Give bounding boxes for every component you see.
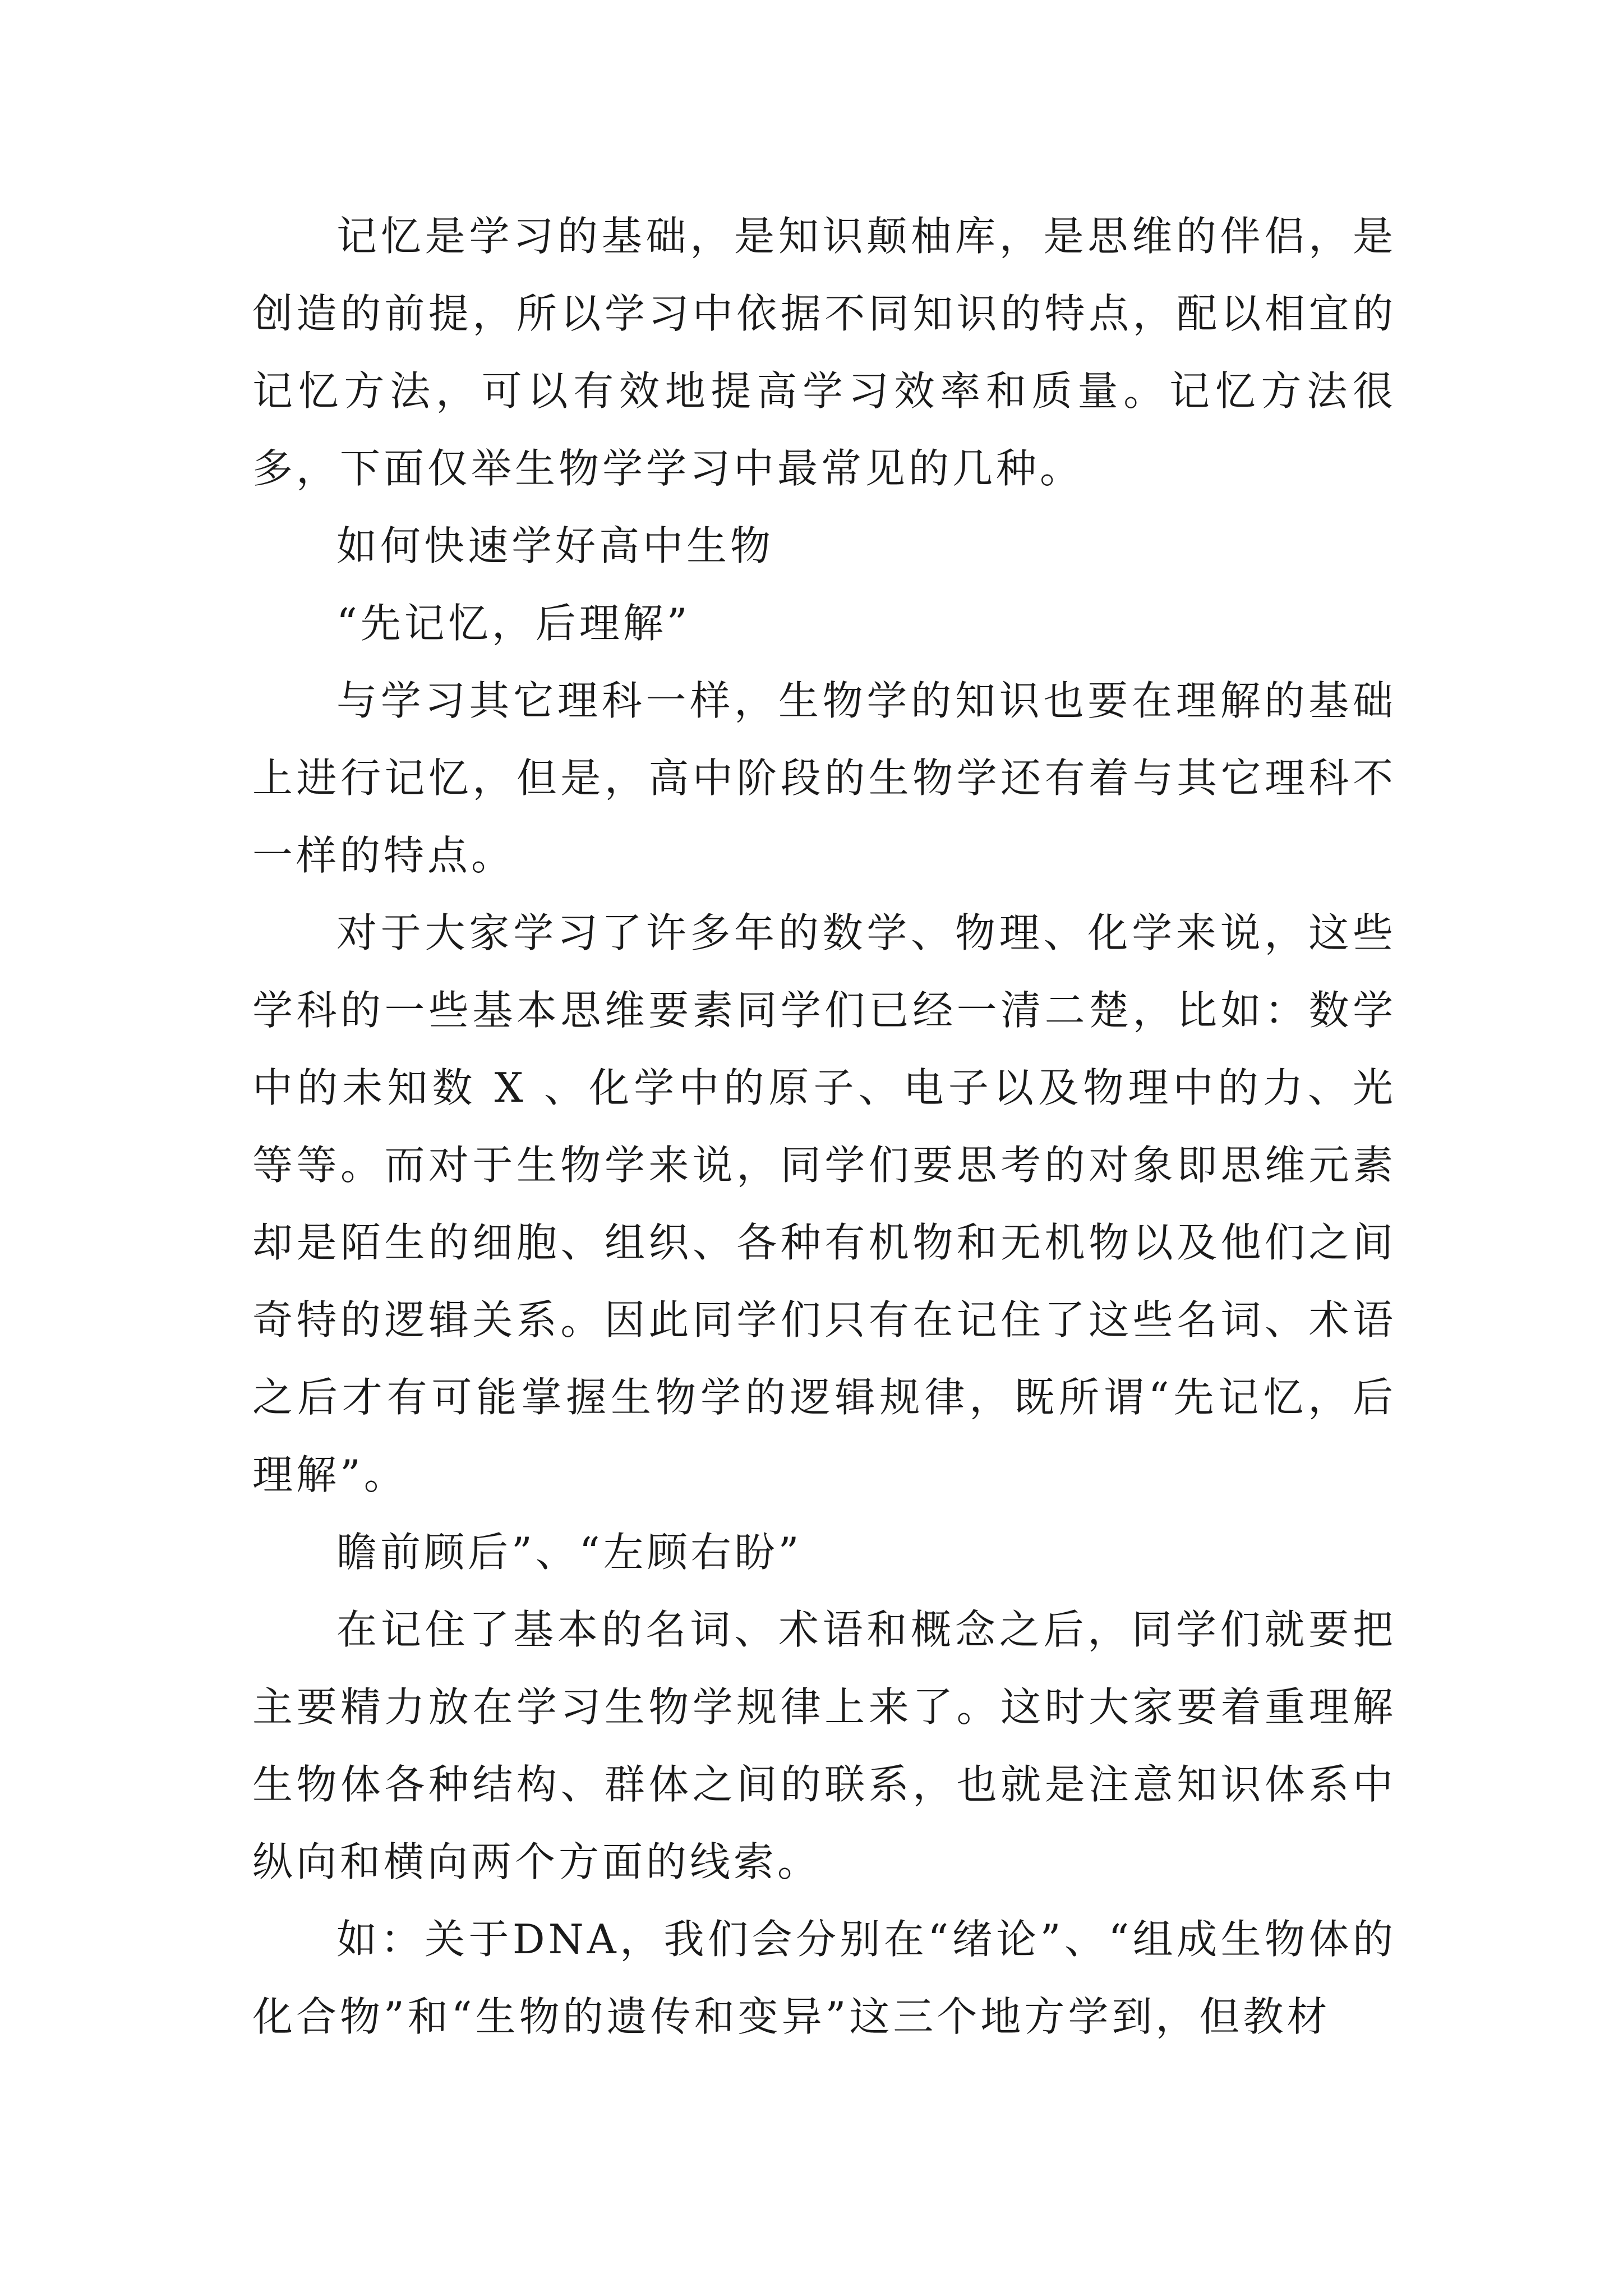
paragraph-thinking-elements: 对于大家学习了许多年的数学、物理、化学来说，这些学科的一些基本思维要素同学们已经一清二楚，比如：数学中的未知数 X 、化学中的原子、电子以及物理中的力、光等等。而对于生物学来说，同学们要思考的对象即思维元素却是陌生的细胞、组织、各种有机物和无机物以及他们之间奇特的逻辑关系。因此同学们只有在记住了这些名词、术语之后才有可能掌握生物学的逻辑规律，既所谓“先记忆，后理解”。 <box>252 909 1396 1498</box>
paragraph-compare-sciences: 与学习其它理科一样，生物学的知识也要在理解的基础上进行记忆，但是，高中阶段的生物学还有着与其它理科不一样的特点。 <box>252 677 1396 879</box>
subheading-look-around: 瞻前顾后”、“左顾右盼” <box>336 1529 803 1576</box>
paragraph-intro: 记忆是学习的基础，是知识颠柚库，是思维的伴侣，是创造的前提，所以学习中依据不同知识的特点，配以相宜的记忆方法，可以有效地提高学习效率和质量。记忆方法很多，下面仅举生物学学习中最常见的几种。 <box>252 213 1396 492</box>
section-heading: 如何快速学好高中生物 <box>336 522 774 569</box>
document-body <box>252 197 1396 2055</box>
subheading-memorize-first: “先记忆，后理解” <box>336 600 691 647</box>
paragraph-biology-rules: 在记住了基本的名词、术语和概念之后，同学们就要把主要精力放在学习生物学规律上来了。这时大家要着重理解生物体各种结构、群体之间的联系，也就是注意知识体系中纵向和横向两个方面的线索。 <box>252 1606 1396 1885</box>
paragraph-dna-example: 如：关于DNA，我们会分别在“绪论”、“组成生物体的化合物”和“生物的遗传和变异”这三个地方学到，但教材 <box>252 1916 1396 2040</box>
